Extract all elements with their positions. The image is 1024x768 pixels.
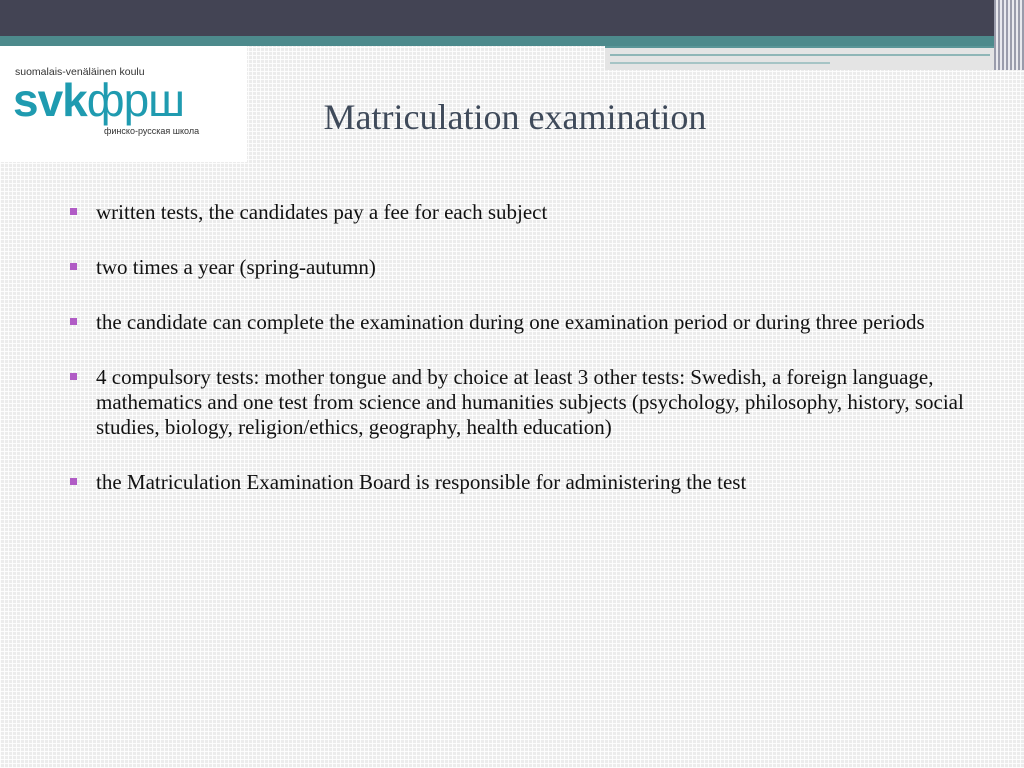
school-logo	[0, 46, 247, 162]
square-bullet-icon	[70, 318, 77, 325]
logo-cyrillic: фрш	[86, 74, 185, 126]
logo-top-text: suomalais-venäläinen koulu	[15, 66, 145, 78]
bullet-text: the Matriculation Examination Board is responsible for administering the test	[96, 470, 747, 494]
square-bullet-icon	[70, 373, 77, 380]
header-accent-band	[0, 36, 1024, 46]
logo-wordmark	[13, 72, 184, 128]
header-accent-line	[610, 54, 990, 56]
bullet-text: written tests, the candidates pay a fee for each subject	[96, 200, 548, 224]
header-accent-line	[610, 62, 830, 64]
square-bullet-icon	[70, 478, 77, 485]
bullet-item	[70, 470, 1015, 495]
slide-title: Matriculation examination	[323, 97, 707, 137]
square-bullet-icon	[70, 263, 77, 270]
header-stripes	[994, 0, 1024, 70]
bullet-item	[70, 255, 1015, 280]
square-bullet-icon	[70, 208, 77, 215]
bullet-item	[70, 365, 1015, 440]
bullet-text: the candidate can complete the examination during one examination period or during three periods	[96, 310, 925, 334]
header-accent-panel	[605, 46, 997, 70]
bullet-item	[70, 310, 1015, 335]
bullet-text: 4 compulsory tests: mother tongue and by choice at least 3 other tests: Swedish, a foreign language, mathematics and one test from science and humanities subjects (psychology, philosophy, history, social studies, biology, religion/ethics, geography, health education)	[96, 365, 964, 439]
bullet-list	[70, 200, 1015, 525]
logo-bottom-text: финско-русская школа	[104, 126, 200, 136]
header-bar	[0, 0, 1024, 36]
logo-latin: svk	[13, 74, 87, 126]
bullet-item	[70, 200, 1015, 225]
bullet-text: two times a year (spring-autumn)	[96, 255, 376, 279]
